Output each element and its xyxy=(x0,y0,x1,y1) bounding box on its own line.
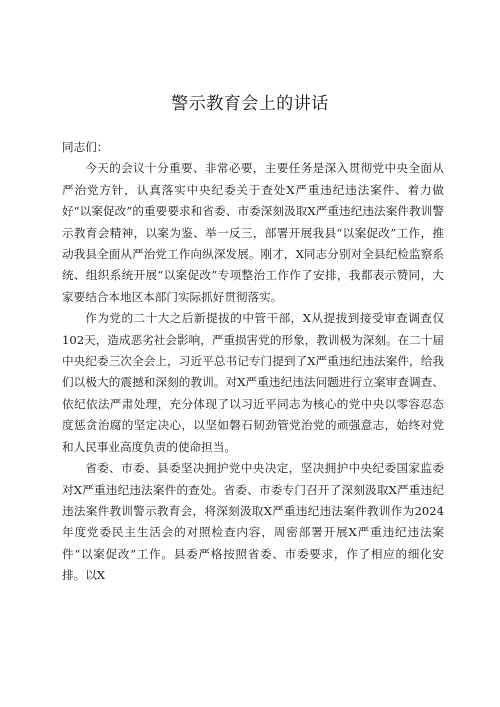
paragraph-1: 今天的会议十分重要、非常必要，主要任务是深入贯彻党中央全面从严治党方针，认真落实中央纪委关于查处X严重违纪违法案件、着力做好“以案促改”的重要要求和省委、市委深刻汲取X严重违纪违法案件教训警示教育会精神，以案为鉴、举一反三，部署开展我县“以案促改”工作，推动我县全面从严治党工作向纵深发展。刚才，X同志分别对全县纪检监察系统、组织系统开展“以案促改”专项整治工作作了安排，我都表示赞同，大家要结合本地区本部门实际抓好贯彻落实。 xyxy=(62,161,444,304)
document-body xyxy=(62,137,444,587)
paragraph-3: 省委、市委、县委坚决拥护党中央决定，坚决拥护中央纪委国家监委对X严重违纪违法案件的查处。省委、市委专门召开了深刻汲取X严重违纪违法案件教训警示教育会，将深刻汲取X严重违纪违法案件教训作为2024年度党委民主生活会的对照检查内容，周密部署开展X严重违纪违法案件“以案促改”工作。县委严格按照省委、市委要求，作了相应的细化安排。以X xyxy=(62,461,444,583)
document-title: 警示教育会上的讲话 xyxy=(171,94,329,114)
salutation: 同志们： xyxy=(62,140,109,154)
paragraph-2: 作为党的二十大之后新提拔的中管干部，X从提拔到接受审查调查仅102天，造成恶劣社会影响，严重损害党的形象，教训极为深刻。在二十届中央纪委三次全会上，习近平总书记专门提到了X严重违纪违法案件，给我们以极大的震撼和深刻的教训。对X严重违纪违法问题进行立案审查调查、依纪依法严肃处理，充分体现了以习近平同志为核心的党中央以零容忍态度惩贪治腐的坚定决心，以坚如磐石韧劲管党治党的顽强意志，始终对党和人民事业高度负责的使命担当。 xyxy=(62,311,444,454)
